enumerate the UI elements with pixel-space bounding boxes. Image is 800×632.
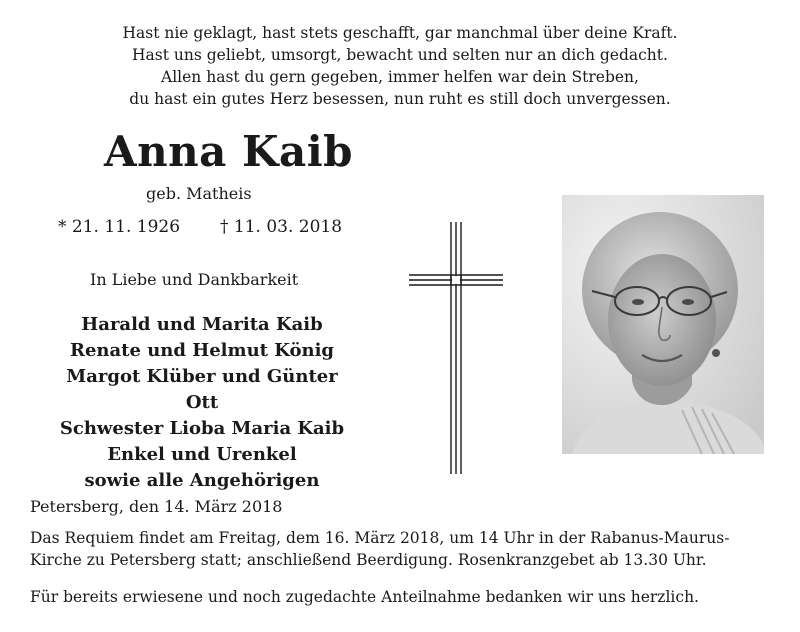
birth-date: * 21. 11. 1926 xyxy=(58,217,181,237)
maiden-name: geb. Matheis xyxy=(146,184,252,203)
mourner-item: Renate und Helmut König xyxy=(70,340,334,361)
mourners-intro: In Liebe und Dankbarkeit xyxy=(90,270,299,289)
place-date: Petersberg, den 14. März 2018 xyxy=(30,497,283,516)
mourner-item: Enkel und Urenkel xyxy=(107,444,297,465)
mourner-item: Harald und Marita Kaib xyxy=(81,314,323,335)
requiem-notice xyxy=(30,527,775,571)
poem-line: Hast uns geliebt, umsorgt, bewacht und selten nur an dich gedacht. xyxy=(132,46,668,64)
poem-verse xyxy=(0,22,800,110)
mourners-list xyxy=(52,312,352,494)
requiem-line: Kirche zu Petersberg statt; anschließend Beerdigung. Rosenkranzgebet ab 13.30 Uhr. xyxy=(30,551,707,569)
deceased-name: Anna Kaib xyxy=(104,127,354,176)
portrait-photo xyxy=(562,195,764,454)
death-date: † 11. 03. 2018 xyxy=(220,217,343,237)
poem-line: Allen hast du gern gegeben, immer helfen war dein Streben, xyxy=(161,68,639,86)
mourner-item: sowie alle Angehörigen xyxy=(84,470,320,491)
thanks-text: Für bereits erwiesene und noch zugedachte Anteilnahme bedanken wir uns herzlich. xyxy=(30,588,699,606)
cross-icon xyxy=(409,222,503,474)
poem-line: Hast nie geklagt, hast stets geschafft, gar manchmal über deine Kraft. xyxy=(122,24,678,42)
mourner-item: Schwester Lioba Maria Kaib xyxy=(59,418,345,439)
poem-line: du hast ein gutes Herz besessen, nun ruht es still doch unvergessen. xyxy=(129,90,671,108)
requiem-line: Das Requiem findet am Freitag, dem 16. März 2018, um 14 Uhr in der Rabanus-Maurus- xyxy=(30,529,730,547)
mourner-item: Margot Klüber und Günter Ott xyxy=(66,366,338,413)
